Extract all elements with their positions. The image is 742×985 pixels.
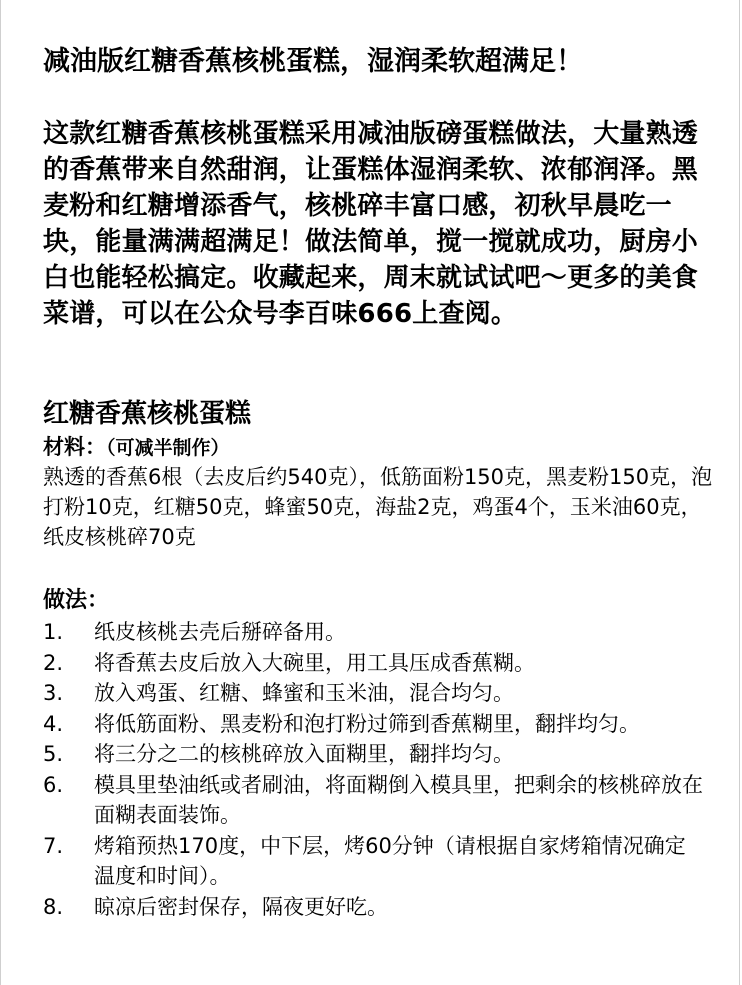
step-item	[43, 770, 703, 831]
materials-note: （可减半制作）	[106, 437, 230, 459]
step-text: 放入鸡蛋、红糖、蜂蜜和玉米油，混合均匀。	[94, 681, 514, 705]
page-title: 减油版红糖香蕉核桃蛋糕，湿润柔软超满足！	[43, 46, 583, 77]
step-text: 将低筋面粉、黑麦粉和泡打粉过筛到香蕉糊里，翻拌均匀。	[94, 711, 640, 736]
step-item	[43, 648, 703, 679]
step-number: 8.	[43, 894, 64, 919]
step-text: 纸皮核桃去壳后掰碎备用。	[94, 620, 346, 644]
step-number: 3.	[43, 681, 64, 705]
step-number: 5.	[43, 742, 64, 766]
steps-list	[43, 617, 703, 922]
materials-label: 材料：	[43, 435, 106, 459]
step-item	[43, 831, 703, 892]
step-item	[43, 709, 703, 740]
step-text: 将三分之二的核桃碎放入面糊里，翻拌均匀。	[94, 742, 514, 766]
step-number: 2.	[43, 650, 64, 675]
step-item	[43, 617, 703, 648]
step-item	[43, 892, 703, 923]
step-text: 烤箱预热170度，中下层，烤60分钟（请根据自家烤箱情况确定温度和时间）。	[94, 833, 686, 888]
step-number: 4.	[43, 711, 64, 736]
intro-paragraph: 这款红糖香蕉核桃蛋糕采用减油版磅蛋糕做法，大量熟透的香蕉带来自然甜润，让蛋糕体湿润柔软、浓郁润泽。黑麦粉和红糖增添香气，核桃碎丰富口感，初秋早晨吃一块，能量满满超满足！做法简单，搅一搅就成功，厨房小白也能轻松搞定。收藏起来，周末就试试吧～更多的美食菜谱，可以在公众号李百味666上查阅。	[43, 119, 699, 329]
step-text: 模具里垫油纸或者刷油，将面糊倒入模具里，把剩余的核桃碎放在面糊表面装饰。	[94, 772, 703, 827]
step-number: 7.	[43, 833, 64, 858]
step-number: 1.	[43, 620, 64, 644]
materials-heading	[43, 433, 230, 462]
recipe-title: 红糖香蕉核桃蛋糕	[43, 399, 252, 429]
step-text: 将香蕉去皮后放入大碗里，用工具压成香蕉糊。	[94, 650, 535, 675]
step-item	[43, 678, 703, 709]
step-number: 6.	[43, 772, 64, 797]
step-item	[43, 739, 703, 770]
method-heading: 做法：	[43, 588, 110, 613]
step-text: 晾凉后密封保存，隔夜更好吃。	[94, 894, 388, 919]
materials-list: 熟透的香蕉6根（去皮后约540克），低筋面粉150克，黑麦粉150克，泡打粉10克，红糖50克，蜂蜜50克，海盐2克，鸡蛋4个，玉米油60克，纸皮核桃碎70克	[43, 465, 713, 549]
